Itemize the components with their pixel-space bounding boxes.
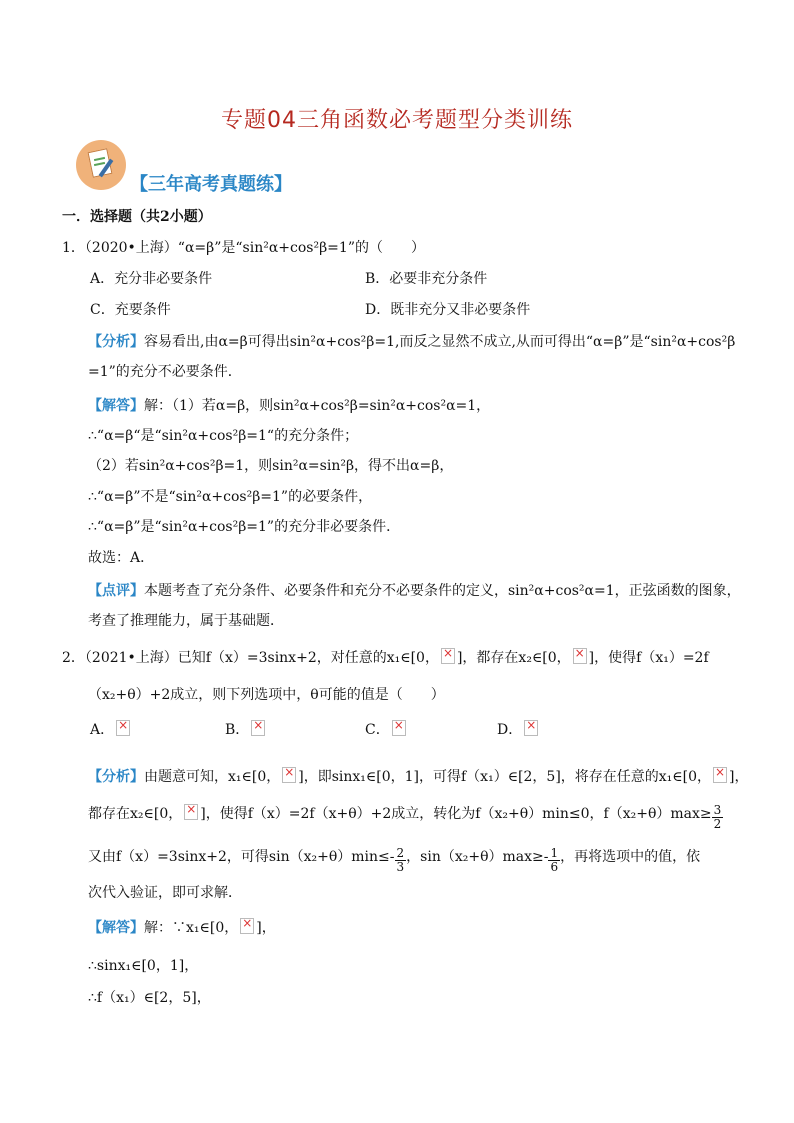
answer-tag: 【解答】	[88, 920, 144, 936]
q2-answer-line-1: 【解答】解：∵x₁∈[0，× ]，	[88, 917, 276, 937]
q1-answer-line-6: 故选：A．	[88, 550, 155, 566]
q1-comment-line-2: 考查了推理能力，属于基础题．	[88, 613, 284, 629]
q2-analysis-line-1: 【分析】由题意可知，x₁∈[0，× ]，即sinx₁∈[0，1]，可得f（x₁）∈[2，5]，将存在任意的x₁∈[0，× ]，	[88, 766, 749, 786]
q1-analysis-line-1: 【分析】容易看出,由α=β可得出sin²α+cos²β=1,而反之显然不成立,从而可得出“α=β”是“sin²α+cos²β	[88, 334, 736, 350]
q1-option-c: C．充要条件	[90, 302, 171, 318]
q2-analysis-line-4: 次代入验证，即可求解．	[88, 885, 242, 901]
broken-image-icon	[240, 918, 254, 934]
fraction: $\frac{3}{2}$	[713, 803, 722, 831]
q1-answer-line-5: ∴“α=β”是“sin²α+cos²β=1”的充分非必要条件．	[88, 519, 401, 535]
q2-option-c: C．×	[365, 719, 408, 739]
q1-answer-line-1: 【解答】解：（1）若α=β，则sin²α+cos²β=sin²α+cos²α=1，	[88, 398, 491, 414]
q1-answer-line-3: （2）若sin²α+cos²β=1，则sin²α=sin²β，得不出α=β，	[88, 458, 454, 474]
broken-image-icon	[392, 720, 406, 736]
broken-image-icon	[282, 767, 296, 783]
section-logo-icon	[76, 140, 126, 190]
q2-option-a: A．×	[90, 719, 132, 739]
q1-answer-line-2: ∴“α=β“是“sin²α+cos²β=1“的充分条件；	[88, 428, 359, 444]
broken-image-icon	[184, 804, 198, 820]
broken-image-icon	[251, 720, 265, 736]
broken-image-icon	[713, 767, 727, 783]
q1-comment-line-1: 【点评】本题考查了充分条件、必要条件和充分不必要条件的定义，sin²α+cos²α=1，正弦函数的图象，	[88, 583, 741, 599]
broken-image-icon	[573, 648, 587, 664]
fraction: $\frac{2}{3}$	[396, 846, 405, 874]
document-title: 专题04三角函数必考题型分类训练	[221, 108, 573, 133]
q2-answer-line-3: ∴f（x₁）∈[2，5]，	[88, 990, 211, 1006]
q2-analysis-line-2: 都存在x₂∈[0，× ]，使得f（x）=2f（x+θ）+2成立，转化为f（x₂+θ）min≤0，f（x₂+θ）max≥ $\frac{3}{2}$	[88, 803, 723, 831]
q1-answer-line-4: ∴“α=β”不是“sin²α+cos²β=1”的必要条件，	[88, 489, 373, 505]
q2-stem-line-1: 2．（2021•上海）已知f（x）=3sinx+2，对任意的x₁∈[0，× ]，都存在x₂∈[0，× ]，使得f（x₁）=2f	[62, 647, 709, 667]
q1-analysis-line-2: =1”的充分不必要条件．	[88, 364, 242, 380]
q2-option-d: D．×	[497, 719, 540, 739]
broken-image-icon	[441, 648, 455, 664]
q2-option-b: B．×	[225, 719, 267, 739]
comment-tag: 【点评】	[88, 583, 144, 599]
answer-tag: 【解答】	[88, 398, 144, 414]
q1-stem: 1．（2020•上海）“α=β”是“sin²α+cos²β=1”的（ ）	[62, 240, 425, 256]
q1-option-a: A．充分非必要条件	[90, 271, 213, 287]
broken-image-icon	[524, 720, 538, 736]
q1-option-b: B．必要非充分条件	[365, 271, 488, 287]
q2-analysis-line-3: 又由f（x）=3sinx+2，可得sin（x₂+θ）min≤- $\frac{2}{3}$ ，sin（x₂+θ）max≥- $\frac{1}{6}$ ，再将选项中的值，依	[88, 846, 701, 874]
q2-answer-line-2: ∴sinx₁∈[0，1]，	[88, 958, 199, 974]
part-heading: 一．选择题（共2小题）	[62, 209, 212, 225]
fraction: $\frac{1}{6}$	[550, 846, 559, 874]
section-heading: 【三年高考真题练】	[130, 174, 292, 195]
q2-stem-line-2: （x₂+θ）+2成立，则下列选项中，θ可能的值是（ ）	[88, 687, 445, 703]
q1-option-d: D．既非充分又非必要条件	[365, 302, 531, 318]
broken-image-icon	[116, 720, 130, 736]
analysis-tag: 【分析】	[88, 334, 144, 350]
analysis-tag: 【分析】	[88, 769, 144, 785]
